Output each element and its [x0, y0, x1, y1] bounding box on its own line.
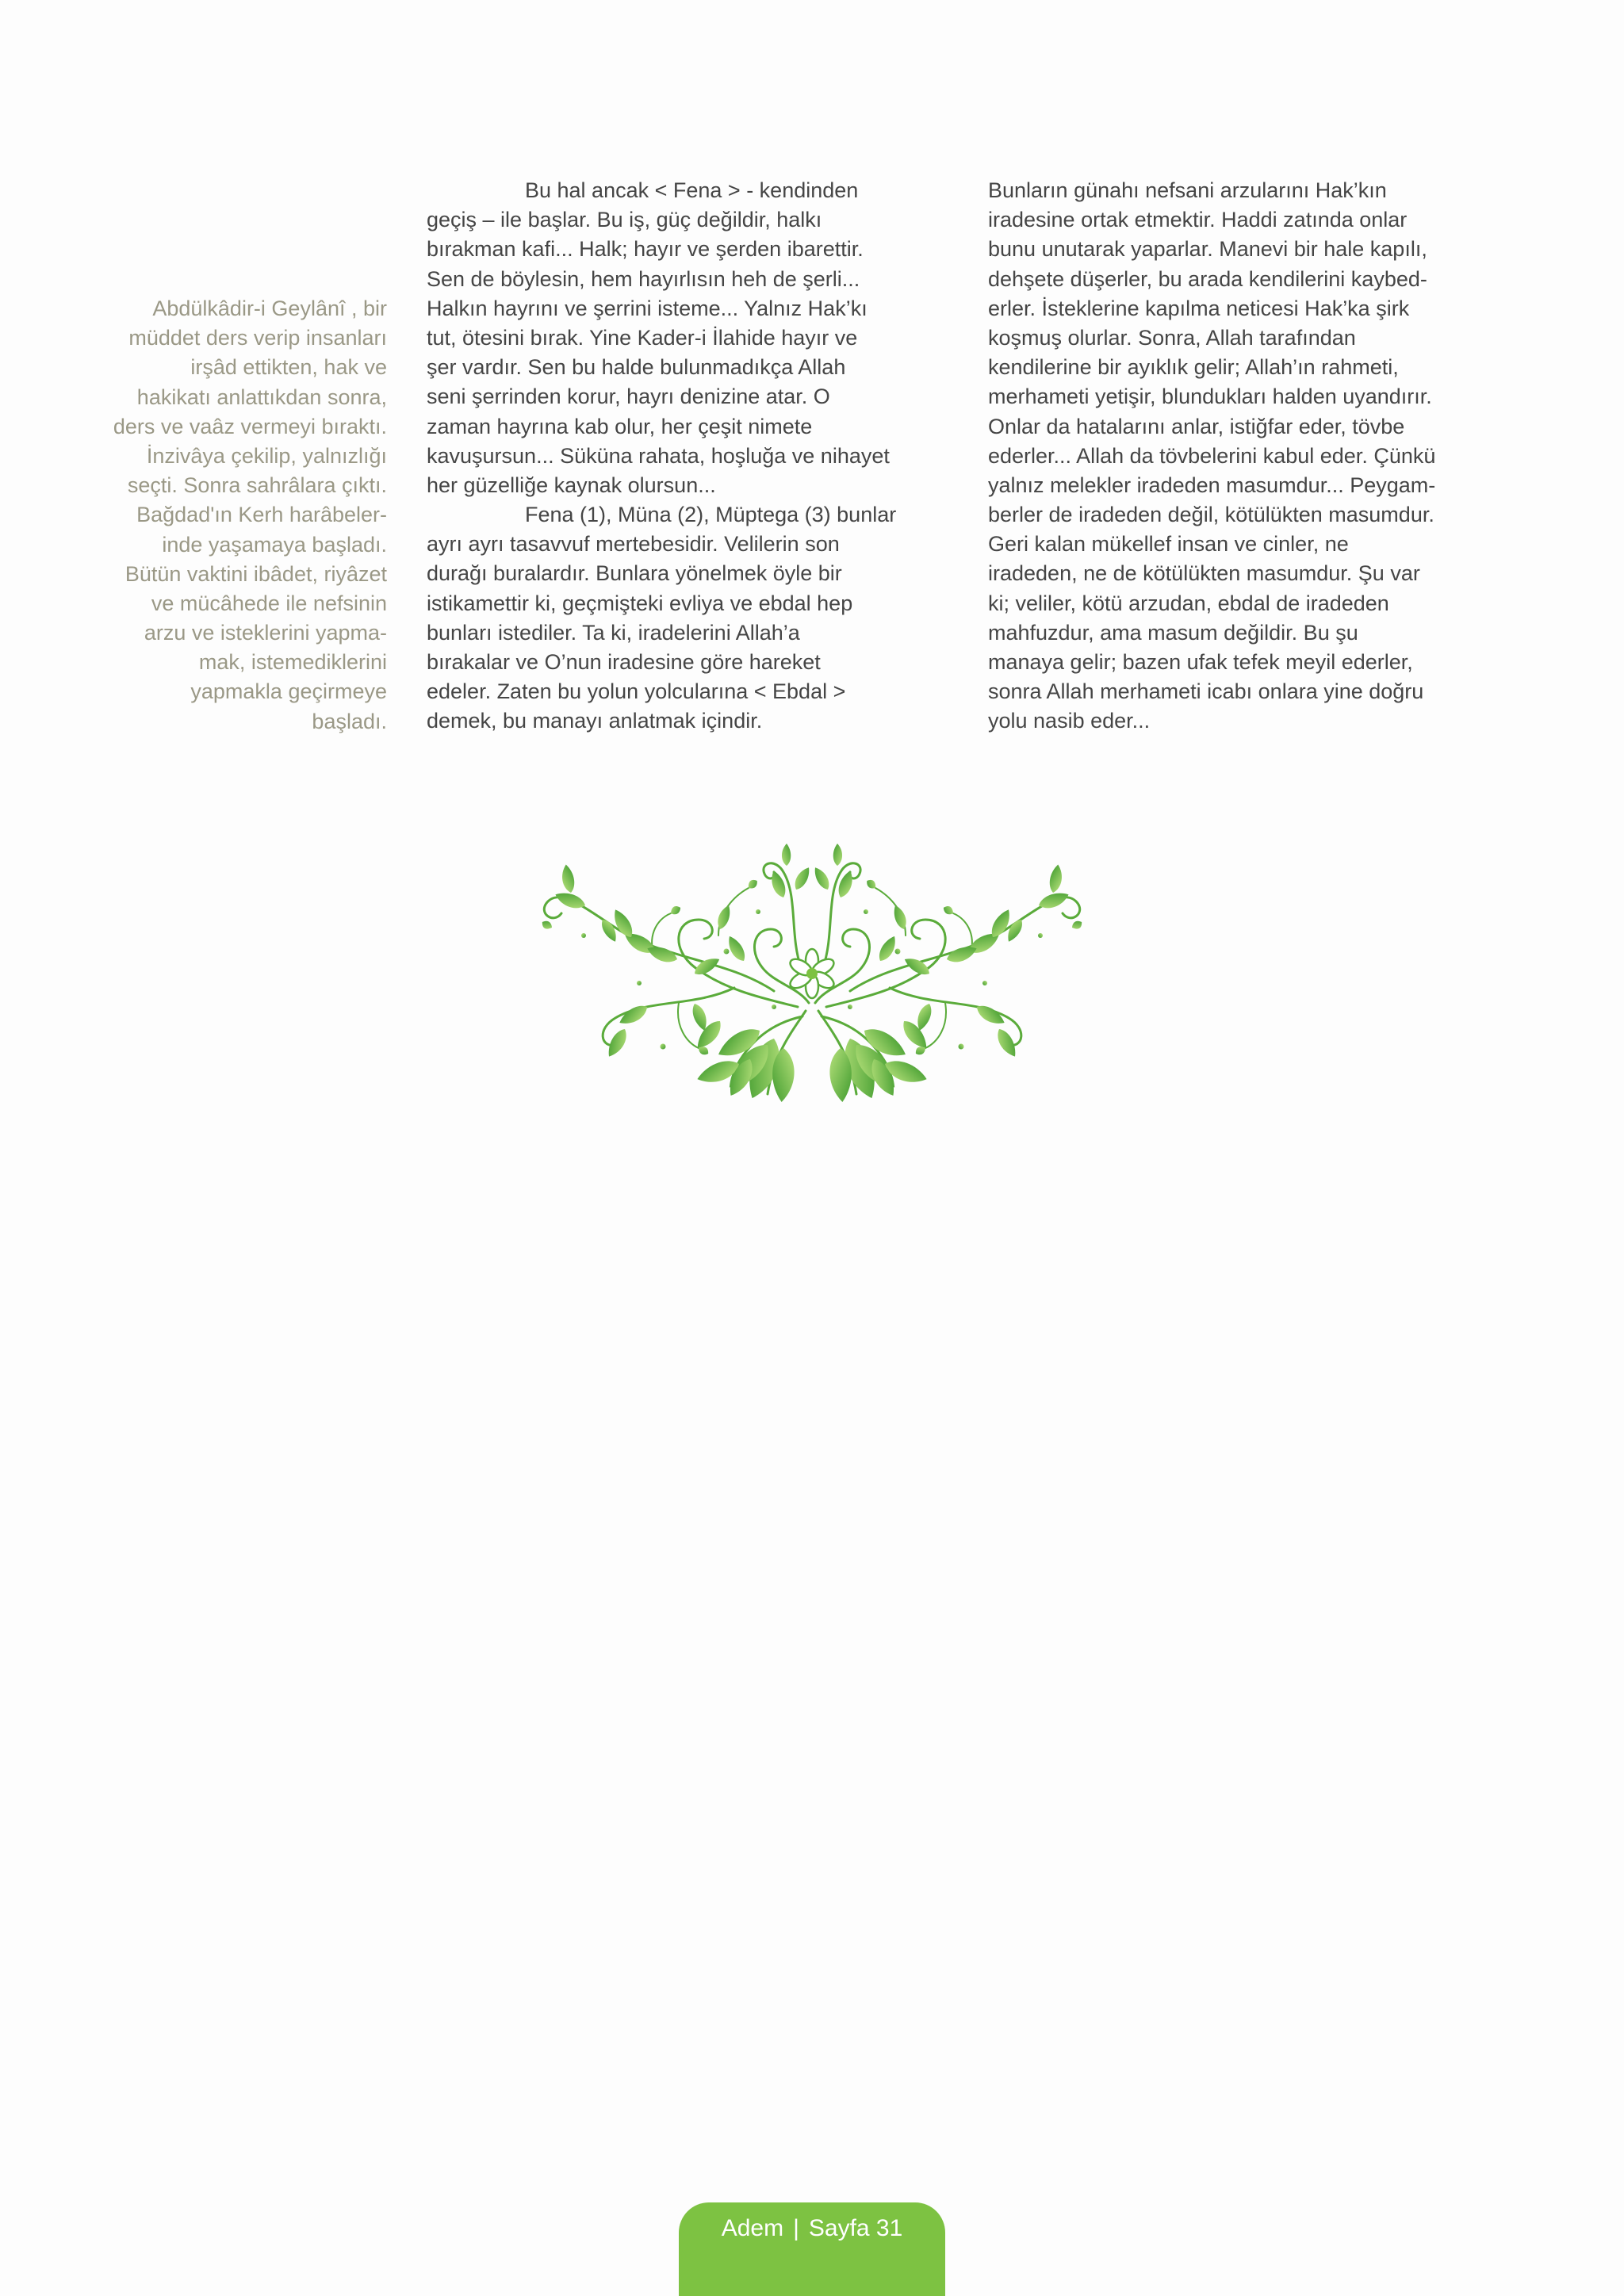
footer-label — [679, 2213, 945, 2244]
text-line: seni şerrinden korur, hayrı denizine atar. O — [427, 385, 830, 409]
text-line: durağı buralardır. Bunlara yönelmek öyle bir — [427, 561, 842, 586]
sidebar-quote-line: irşâd ettikten, hak ve — [190, 355, 387, 380]
text-line: Onlar da hatalarını anlar, istiğfar eder, tövbe — [988, 414, 1405, 438]
footer-separator: | — [793, 2215, 799, 2241]
sidebar-quote-line: ve mücâhede ile nefsinin — [151, 591, 387, 615]
text-line: bunları istediler. Ta ki, iradelerini Allah’a — [427, 620, 800, 645]
text-line: berler de iradeden değil, kötülükten masumdur. — [988, 503, 1434, 527]
text-line: merhameti yetişir, blundukları halden uyandırır. — [988, 385, 1432, 409]
text-line: iradeden, ne de kötülükten masumdur. Şu var — [988, 561, 1420, 586]
sidebar-quote-line: mak, istemediklerini — [198, 650, 387, 675]
text-line: her güzelliğe kaynak olursun... — [427, 473, 716, 497]
text-line: şer vardır. Sen bu halde bulunmadıkça Allah — [427, 355, 846, 380]
text-line: iradesine ortak etmektir. Haddi zatında onlar — [988, 208, 1408, 232]
sidebar-quote-line: İnzivâya çekilip, yalnızlığı — [146, 443, 387, 468]
text-line: dehşete düşerler, bu arada kendilerini kaybed- — [988, 266, 1427, 291]
text-line: demek, bu manayı anlatmak içindir. — [427, 709, 763, 733]
sidebar-quote-line: Abdülkâdir-i Geylânî , bir — [152, 297, 387, 320]
text-line: geçiş – ile başlar. Bu iş, güç değildir, halkı — [427, 208, 822, 232]
sidebar-quote — [48, 294, 387, 737]
text-line: kavuşursun... Süküna rahata, hoşluğa ve nihayet — [427, 443, 890, 468]
sidebar-quote-line: başladı. — [312, 709, 387, 733]
text-line: Halkın hayrını ve şerrini isteme... Yalnız Hak’kı — [427, 296, 868, 320]
sidebar-quote-line: Bağdad'ın Kerh harâbeler- — [136, 503, 387, 527]
text-line: edeler. Zaten bu yolun yolcularına < Ebdal > — [427, 679, 846, 704]
text-line: yolu nasib eder... — [988, 709, 1151, 733]
page-footer-tab — [679, 2202, 945, 2296]
text-line: yalnız melekler iradeden masumdur... Peygam- — [988, 473, 1436, 497]
paragraph — [427, 500, 953, 737]
text-line: ayrı ayrı tasavvuf mertebesidir. Velilerin son — [427, 532, 840, 557]
text-line: kendilerine bir ayıklık gelir; Allah’ın rahmeti, — [988, 355, 1399, 380]
sidebar-quote-line: inde yaşamaya başladı. — [162, 532, 387, 557]
text-line: ki; veliler, kötü arzudan, ebdal de iradeden — [988, 591, 1389, 615]
text-line: tut, ötesini bırak. Yine Kader-i İlahide hayır ve — [427, 325, 858, 350]
floral-ornament — [536, 840, 1088, 1102]
text-line: mahfuzdur, ama masum değildir. Bu şu — [988, 620, 1358, 645]
text-line: erler. İsteklerine kapılma neticesi Hak’ka şirk — [988, 296, 1410, 320]
publication-name: Adem — [721, 2215, 784, 2241]
sidebar-quote-line: yapmakla geçirmeye — [190, 679, 387, 704]
text-line: koşmuş olurlar. Sonra, Allah tarafından — [988, 325, 1356, 350]
text-line: bunu unutarak yaparlar. Manevi bir hale kapılı, — [988, 237, 1427, 262]
article-column-2 — [988, 176, 1515, 737]
sidebar-quote-line: hakikatı anlattıkdan sonra, — [136, 385, 387, 409]
text-line: Bu hal ancak < Fena > - kendinden — [525, 178, 859, 202]
text-line: Bunların günahı nefsani arzularını Hak’kın — [988, 178, 1387, 202]
text-line: manaya gelir; bazen ufak tefek meyil ederler, — [988, 650, 1413, 674]
text-line: istikamettir ki, geçmişteki evliya ve ebdal hep — [427, 591, 853, 615]
sidebar-quote-line: arzu ve isteklerini yapma- — [144, 621, 387, 645]
paragraph — [427, 176, 953, 500]
text-line: bırakalar ve O’nun iradesine göre hareket — [427, 650, 821, 674]
text-line: bırakman kafi... Halk; hayır ve şerden ibarettir. — [427, 237, 864, 262]
paragraph — [988, 176, 1515, 737]
article-column-1 — [427, 176, 953, 737]
sidebar-quote-line: müddet ders verip insanları — [128, 326, 387, 350]
sidebar-quote-line: seçti. Sonra sahrâlara çıktı. — [127, 473, 387, 498]
page-number: Sayfa 31 — [808, 2215, 903, 2241]
text-line: Geri kalan mükellef insan ve cinler, ne — [988, 532, 1349, 557]
text-line: ederler... Allah da tövbelerini kabul eder. Çünkü — [988, 443, 1436, 468]
text-line: sonra Allah merhameti icabı onlara yine doğru — [988, 679, 1424, 704]
text-line: zaman hayrına kab olur, her çeşit nimete — [427, 414, 813, 438]
text-line: Sen de böylesin, hem hayırlısın heh de şerli... — [427, 266, 860, 291]
sidebar-quote-line: ders ve vaâz vermeyi bıraktı. — [113, 414, 387, 438]
text-line: Fena (1), Müna (2), Müptega (3) bunlar — [525, 503, 897, 527]
sidebar-quote-line: Bütün vaktini ibâdet, riyâzet — [124, 561, 387, 586]
